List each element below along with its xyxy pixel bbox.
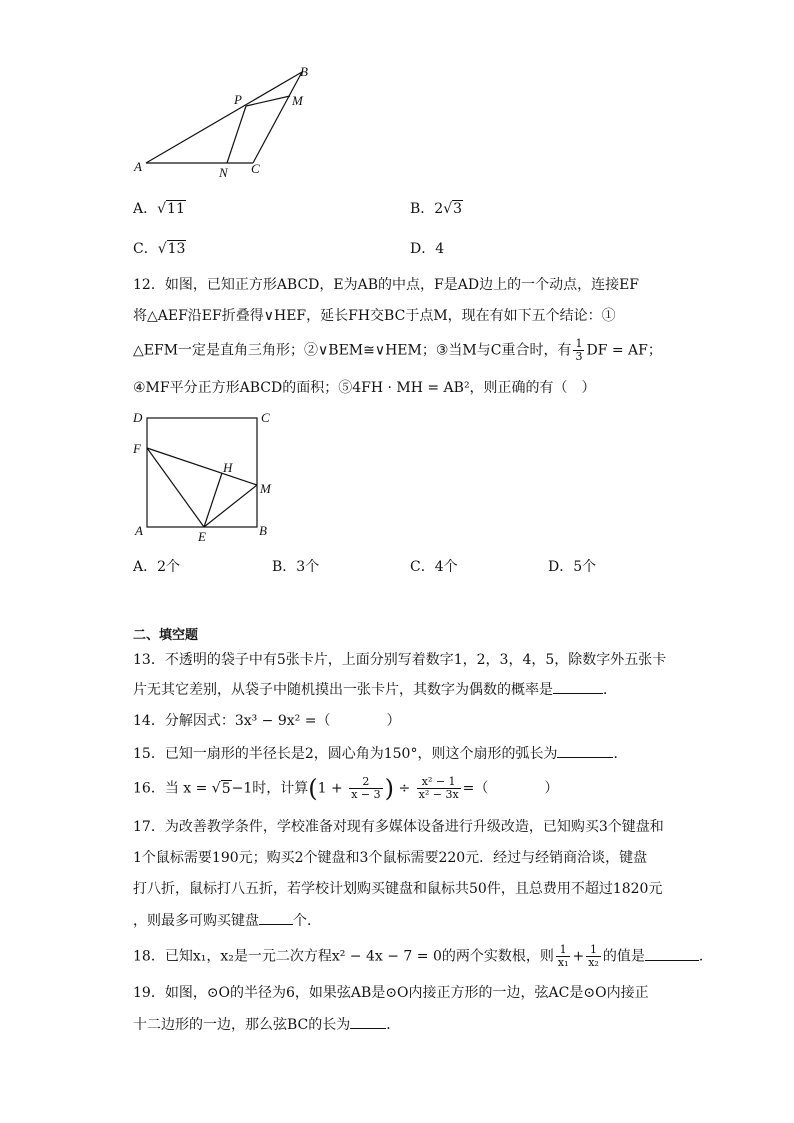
q11-option-d: D．4 [410,241,445,257]
label-P: P [234,92,242,107]
q12-line-2: 将△AEF沿EF折叠得∨HEF，延长FH交BC于点M，现在有如下五个结论：① [133,308,616,324]
label-C: C [251,161,260,176]
answer-blank[interactable] [557,743,613,758]
q19-line-2: 十二边形的一边，那么弦BC的长为 ． [133,1014,400,1035]
q15: 15．已知一扇形的半径长是2，圆心角为150°，则这个扇形的弧长为 ． [133,743,627,764]
q12-line-1: 12．如图，已知正方形ABCD，E为AB的中点，F是AD边上的一个动点，连接EF [133,277,640,293]
q12-line-3: △EFM一定是直角三角形；②∨BEM≅∨HEM；③当M与C重合时，有 $\frac{1}{3}$ DF = AF； [133,337,662,363]
q11-option-a: A．√11 [133,201,185,217]
answer-blank[interactable] [259,910,293,925]
answer-blank[interactable] [350,1014,386,1029]
label-H: H [223,460,233,475]
q11-option-b: B．2√3 [410,201,463,217]
label-B2: B [259,523,267,538]
label-C2: C [261,410,270,425]
q13-line-1: 13．不透明的袋子中有5张卡片，上面分别写着数字1，2，3，4，5，除数字外五张卡 [133,652,667,668]
q19-line-1: 19．如图，⊙O的半径为6，如果弦AB是⊙O内接正方形的一边，弦AC是⊙O内接正 [133,985,649,1001]
label-B: B [300,64,308,79]
q12-option-c: C．4个 [410,559,458,575]
q17-line-2: 1个鼠标需要190元；购买2个键盘和3个鼠标需要220元．经过与经销商洽谈，键盘 [133,850,648,866]
label-M: M [292,93,303,108]
figure-square [128,405,288,545]
q17-line-1: 17．为改善教学条件，学校准备对现有多媒体设备进行升级改造，已知购买3个键盘和 [133,819,664,835]
q17-line-3: 打八折，鼠标打八五折，若学校计划购买键盘和鼠标共50件，且总费用不超过1820元 [133,881,663,897]
label-A: A [134,159,142,174]
q13-line-2: 片无其它差别，从袋子中随机摸出一张卡片，其数字为偶数的概率是 ． [133,679,617,700]
figure-triangle [130,62,330,182]
label-E: E [198,529,206,544]
section-title: 二、填空题 [133,628,199,643]
label-A2: A [135,523,143,538]
answer-blank[interactable] [553,679,603,694]
label-M2: M [260,481,271,496]
label-D: D [133,410,143,425]
q12-line-4: ④MF平分正方形ABCD的面积；⑤4FH · MH = AB²，则正确的有（ ） [133,380,596,396]
q14: 14．分解因式：3x³ − 9x² =（ ） [133,713,401,729]
label-N: N [219,165,228,180]
q12-option-d: D．5个 [548,559,597,575]
q11-option-c: C．√13 [133,241,186,257]
q12-option-a: A．2个 [133,559,181,575]
q16: 16．当 x = √5−1时，计算(1 + $\frac{2}{x - 3}$ ) ÷ $\frac{\text{x² − 1}}{\text{x² − 3x}}$ =（ ） [133,774,559,803]
answer-blank[interactable] [645,946,699,961]
q17-line-4: ，则最多可购买键盘 个． [133,910,321,931]
q12-option-b: B．3个 [272,559,320,575]
label-F: F [133,441,141,456]
q18: 18．已知x₁，x₂是一元二次方程x² − 4x − 7 = 0的两个实数根，则 $\frac{1}{\text{x₁}}$ + $\frac{1}{\text{x₂}}$ 的值是 ． [133,943,713,969]
